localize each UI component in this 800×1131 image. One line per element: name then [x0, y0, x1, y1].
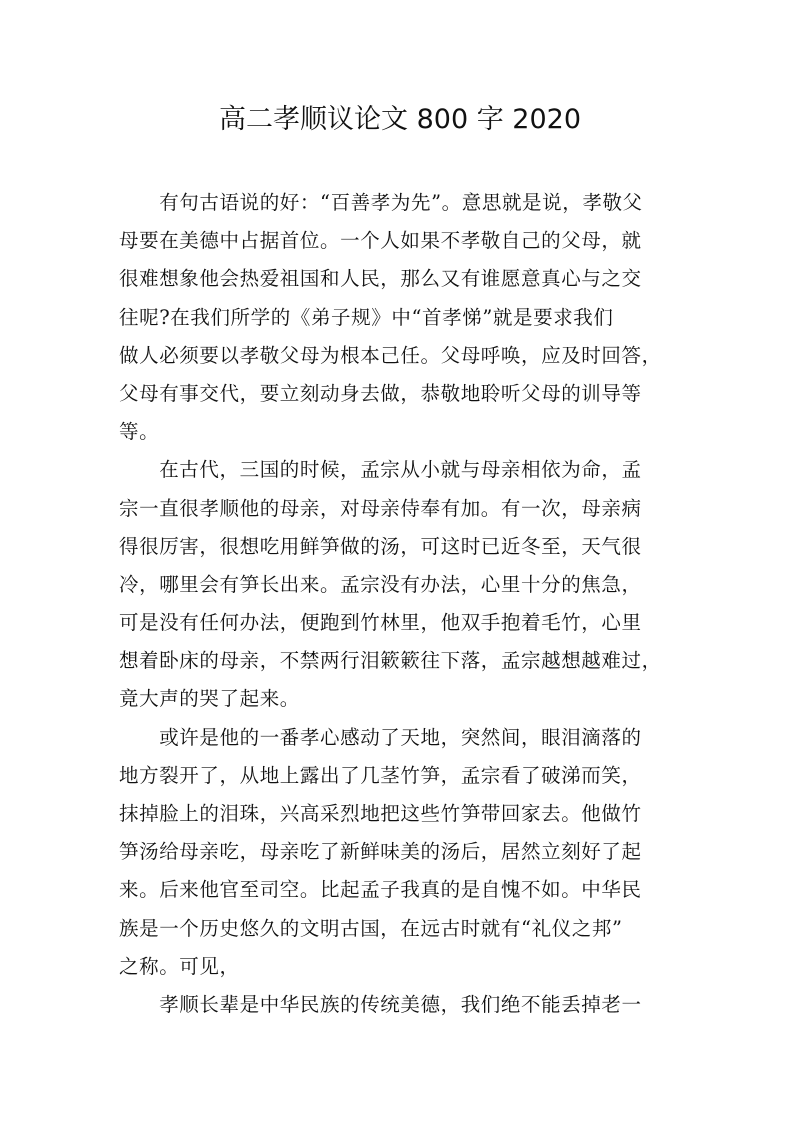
body-line: 孝顺长辈是中华民族的传统美德，我们绝不能丢掉老一	[119, 992, 642, 1016]
body-line: 抹掉脸上的泪珠，兴高采烈地把这些竹笋带回家去。他做竹	[119, 802, 642, 825]
body-line: 或许是他的一番孝心感动了天地，突然间，眼泪滴落的	[119, 725, 642, 749]
body-line: 等。	[119, 420, 160, 444]
body-line: 来。后来他官至司空。比起孟子我真的是自愧不如。中华民	[119, 878, 642, 902]
body-line: 笋汤给母亲吃，母亲吃了新鲜味美的汤后，居然立刻好了起	[119, 840, 642, 864]
body-line: 做人必须要以孝敬父母为根本己任。父母呼唤，应及时回答，	[119, 343, 662, 367]
body-line: 父母有事交代，要立刻动身去做，恭敬地聆听父母的训导等	[119, 381, 642, 405]
body-line: 冷，哪里会有笋长出来。孟宗没有办法，心里十分的焦急，	[119, 572, 642, 596]
body-line: 之称。可见，	[119, 954, 240, 978]
body-line: 竟大声的哭了起来。	[119, 687, 300, 711]
document-body	[119, 184, 693, 1024]
body-line: 地方裂开了，从地上露出了几茎竹笋，孟宗看了破涕而笑，	[119, 763, 642, 787]
body-line: 往呢?在我们所学的《弟子规》中“首孝悌”就是要求我们	[119, 305, 614, 329]
body-line: 可是没有任何办法，便跑到竹林里，他双手抱着毛竹，心里	[119, 611, 642, 635]
body-line: 在古代，三国的时候，孟宗从小就与母亲相依为命，孟	[119, 458, 642, 482]
body-line: 想着卧床的母亲，不禁两行泪簌簌往下落，孟宗越想越难过，	[119, 649, 662, 673]
body-line: 族是一个历史悠久的文明古国，在远古时就有“礼仪之邦”	[119, 916, 623, 940]
document-title: 高二孝顺议论文 800 字 2020	[219, 104, 581, 135]
body-line: 母要在美德中占据首位。一个人如果不孝敬自己的父母，就	[119, 229, 642, 253]
body-line: 宗一直很孝顺他的母亲，对母亲侍奉有加。有一次，母亲病	[119, 496, 642, 520]
body-line: 有句古语说的好：“百善孝为先”。意思就是说，孝敬父	[119, 191, 643, 214]
body-line: 很难想象他会热爱祖国和人民，那么又有谁愿意真心与之交	[119, 267, 642, 291]
body-line: 得很厉害，很想吃用鲜笋做的汤，可这时已近冬至，天气很	[119, 534, 642, 558]
